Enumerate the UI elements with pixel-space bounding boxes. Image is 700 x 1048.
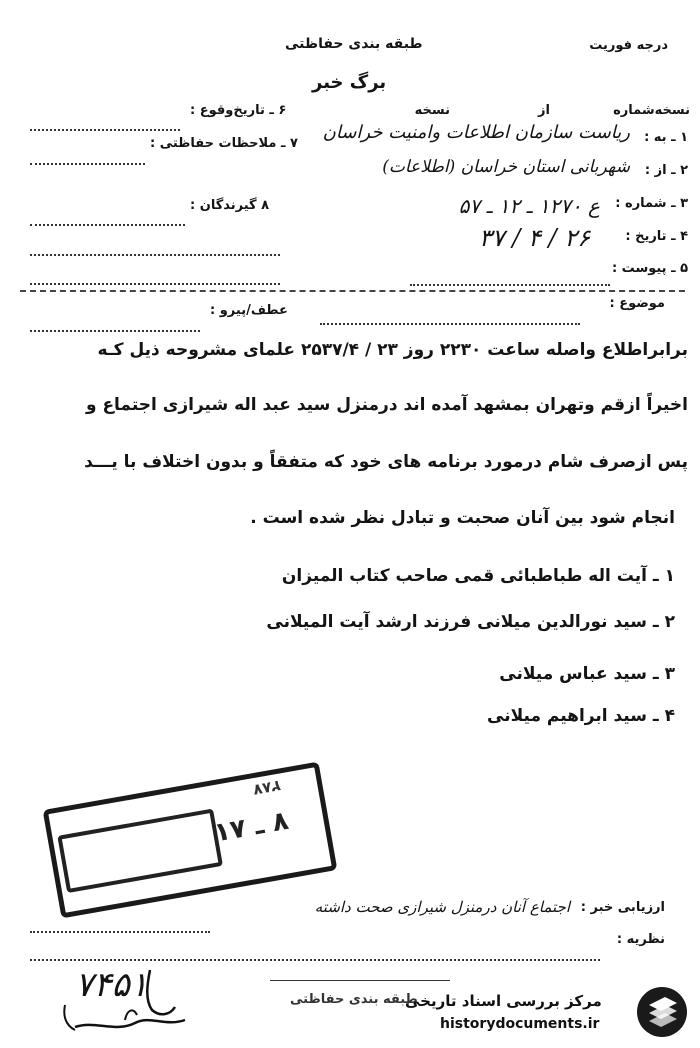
recipients-line-1 [30, 211, 185, 230]
signature-scribble [55, 965, 205, 1040]
names-item-3: ۳ ـ سید عباس میلانی [499, 664, 675, 684]
copy-of-label: از [538, 103, 550, 118]
watermark-title: مرکز بررسی اسناد تاریخی [405, 992, 602, 1010]
copy-word-label: نسخه [414, 103, 450, 118]
security-notes-label: ۷ ـ ملاحظات حفاظتی : [150, 136, 298, 151]
opinion-label: نظریه : [616, 932, 665, 947]
field-from-label: ۲ ـ از : [644, 163, 688, 178]
date-of-event-label: ۶ ـ تاریخ‌وقوع : [190, 103, 287, 118]
field-date-label: ۴ ـ تاریخ : [625, 229, 688, 244]
security-notes-line [30, 150, 145, 169]
recipients-label: ۸ گیرندگان : [190, 198, 270, 213]
date-of-event-line [30, 116, 180, 135]
copy-number-label: نسخه‌شماره [613, 103, 690, 118]
field-from-value: شهربانی استان خراسان (اطلاعات) [382, 157, 630, 177]
handwritten-number: ۷۴۵۱ [75, 965, 149, 1005]
header-divider [20, 290, 685, 292]
footer-rule [270, 980, 450, 981]
body-line-1: برابراطلاع واصله ساعت ۲۲۳۰ روز ۲۳ / ۲۵۳۷/۴ علمای مشروحه ذیل کـه [97, 340, 688, 360]
field-number-value: ع ۱۲۷۰ ـ ۱۲ ـ ۵۷ [458, 194, 600, 218]
field-attachment-line [410, 271, 610, 290]
registration-stamp [43, 762, 338, 919]
field-attachment-label: ۵ ـ پیوست : [611, 261, 688, 276]
opinion-line [30, 946, 600, 965]
archive-logo-icon [635, 985, 690, 1040]
field-date-value: ۲۶ / ۴ / ۳۷ [478, 224, 590, 252]
recipients-line-2 [30, 241, 280, 260]
body-line-2: اخیراً ازقم وتهران بمشهد آمده اند درمنزل سید عبد اله شیرازی اجتماع و [85, 395, 688, 415]
evaluation-label: ارزیابی خبر : [580, 900, 665, 915]
body-line-4: انجام شود بین آنان صحبت و تبادل نظر شده است . [250, 508, 675, 528]
watermark-url: historydocuments.ir [440, 1016, 600, 1032]
form-title: برگ خبر [312, 72, 387, 93]
names-item-4: ۴ ـ سید ابراهیم میلانی [487, 706, 675, 726]
stamp-top-number: ۲۸۷ [251, 776, 282, 800]
evaluation-value: اجتماع آنان درمنزل شیرازی صحت داشته [314, 898, 570, 916]
reference-line [30, 317, 200, 336]
urgency-label: درجه فوریت [589, 38, 668, 53]
names-item-2: ۲ ـ سید نورالدین میلانی فرزند ارشد آیت المیلانی [266, 612, 675, 632]
subject-label: موضوع : [609, 296, 665, 311]
reference-label: عطف/پیرو : [210, 303, 288, 318]
field-to-value: ریاست سازمان اطلاعات وامنیت خراسان [322, 122, 630, 143]
field-to-label: ۱ ـ به : [644, 130, 688, 145]
stamp-number: ۸ ـ ۱۷ [212, 805, 291, 849]
recipients-line-3 [30, 270, 280, 289]
subject-line [320, 310, 580, 329]
footer-classification-label: طبقه بندی حفاظتی [290, 992, 418, 1007]
body-line-3: پس ازصرف شام درمورد برنامه های خود که متفقاً و بدون اختلاف با یـــد [84, 452, 688, 472]
classification-label: طبقه بندی حفاظتی [285, 36, 423, 52]
field-number-label: ۳ ـ شماره : [615, 196, 688, 211]
evaluation-line [30, 918, 210, 937]
names-item-1: ۱ ـ آیت اله طباطبائی قمی صاحب کتاب المیزان [281, 566, 675, 586]
